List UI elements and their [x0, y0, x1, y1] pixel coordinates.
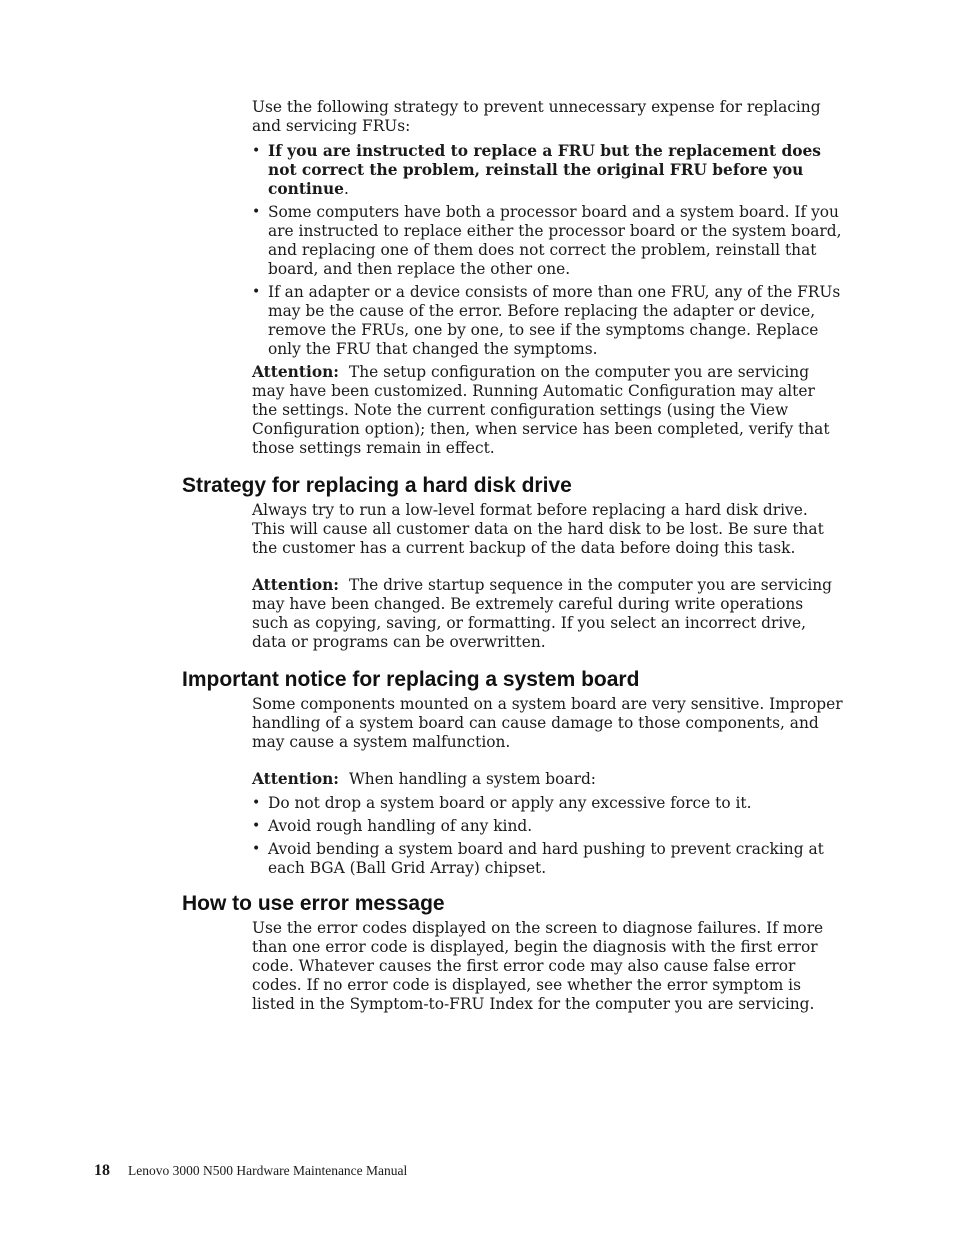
page-number: 18	[94, 1162, 110, 1179]
manual-title: Lenovo 3000 N500 Hardware Maintenance Manual	[128, 1163, 408, 1178]
list-item: • Avoid rough handling of any kind.	[252, 817, 844, 836]
list-item: • Do not drop a system board or apply any excessive force to it.	[252, 794, 844, 813]
section-error-message	[182, 892, 844, 1014]
section-body: Always try to run a low-level format before replacing a hard disk drive. This will cause all customer data on the hard disk to be lost. Be sure that the customer has a current backup of the data before doing this task.	[252, 501, 824, 557]
section-heading: Strategy for replacing a hard disk drive	[182, 474, 572, 497]
list-item: • If an adapter or a device consists of more than one FRU, any of the FRUs may be the cause of the error. Before replacing the adapter or device, remove the FRUs, one by one, to see if the symptoms change. Replace only the FRU that changed the symptoms.	[252, 283, 844, 359]
attention-label: Attention:	[252, 576, 339, 594]
attention-note: Attention: When handling a system board:	[252, 770, 596, 788]
page-footer	[94, 1162, 407, 1180]
handling-list	[252, 794, 844, 878]
attention-note: Attention: The drive startup sequence in the computer you are servicing may have been changed. Be extremely careful during write operations such as copying, saving, or formatting. If you select an incorrect drive, data or programs can be overwritten.	[252, 576, 833, 651]
intro-paragraph: Use the following strategy to prevent unnecessary expense for replacing and servicing FRUs:	[252, 98, 821, 135]
section-hard-disk	[182, 474, 844, 652]
bold-instruction: If you are instructed to replace a FRU but the replacement does not correct the problem, reinstall the original FRU before you continue	[268, 142, 821, 198]
fru-strategy-list	[252, 142, 844, 359]
list-item: • If you are instructed to replace a FRU but the replacement does not correct the problem, reinstall the original FRU before you continue.	[252, 142, 844, 199]
page-content	[182, 98, 844, 1014]
section-body: Some components mounted on a system board are very sensitive. Improper handling of a system board can cause damage to those components, and may cause a system malfunction.	[252, 695, 843, 751]
list-item: • Avoid bending a system board and hard pushing to prevent cracking at each BGA (Ball Grid Array) chipset.	[252, 840, 844, 878]
section-body: Use the error codes displayed on the screen to diagnose failures. If more than one error code is displayed, begin the diagnosis with the first error code. Whatever causes the first error code may also cause false error codes. If no error code is displayed, see whether the error symptom is listed in the Symptom-to-FRU Index for the computer you are servicing.	[252, 919, 824, 1013]
section-system-board	[182, 668, 844, 878]
section-heading: How to use error message	[182, 892, 445, 915]
attention-note: Attention: The setup configuration on the computer you are servicing may have been customized. Running Automatic Configuration may alter the settings. Note the current configuration settings (using the View Configuration option); then, when service has been completed, verify that those settings remain in effect.	[252, 363, 830, 457]
attention-label: Attention:	[252, 363, 339, 381]
attention-label: Attention:	[252, 770, 339, 788]
section-heading: Important notice for replacing a system board	[182, 668, 640, 691]
list-item: • Some computers have both a processor board and a system board. If you are instructed to replace either the processor board or the system board, and replacing one of them does not correct the problem, reinstall that board, and then replace the other one.	[252, 203, 844, 279]
